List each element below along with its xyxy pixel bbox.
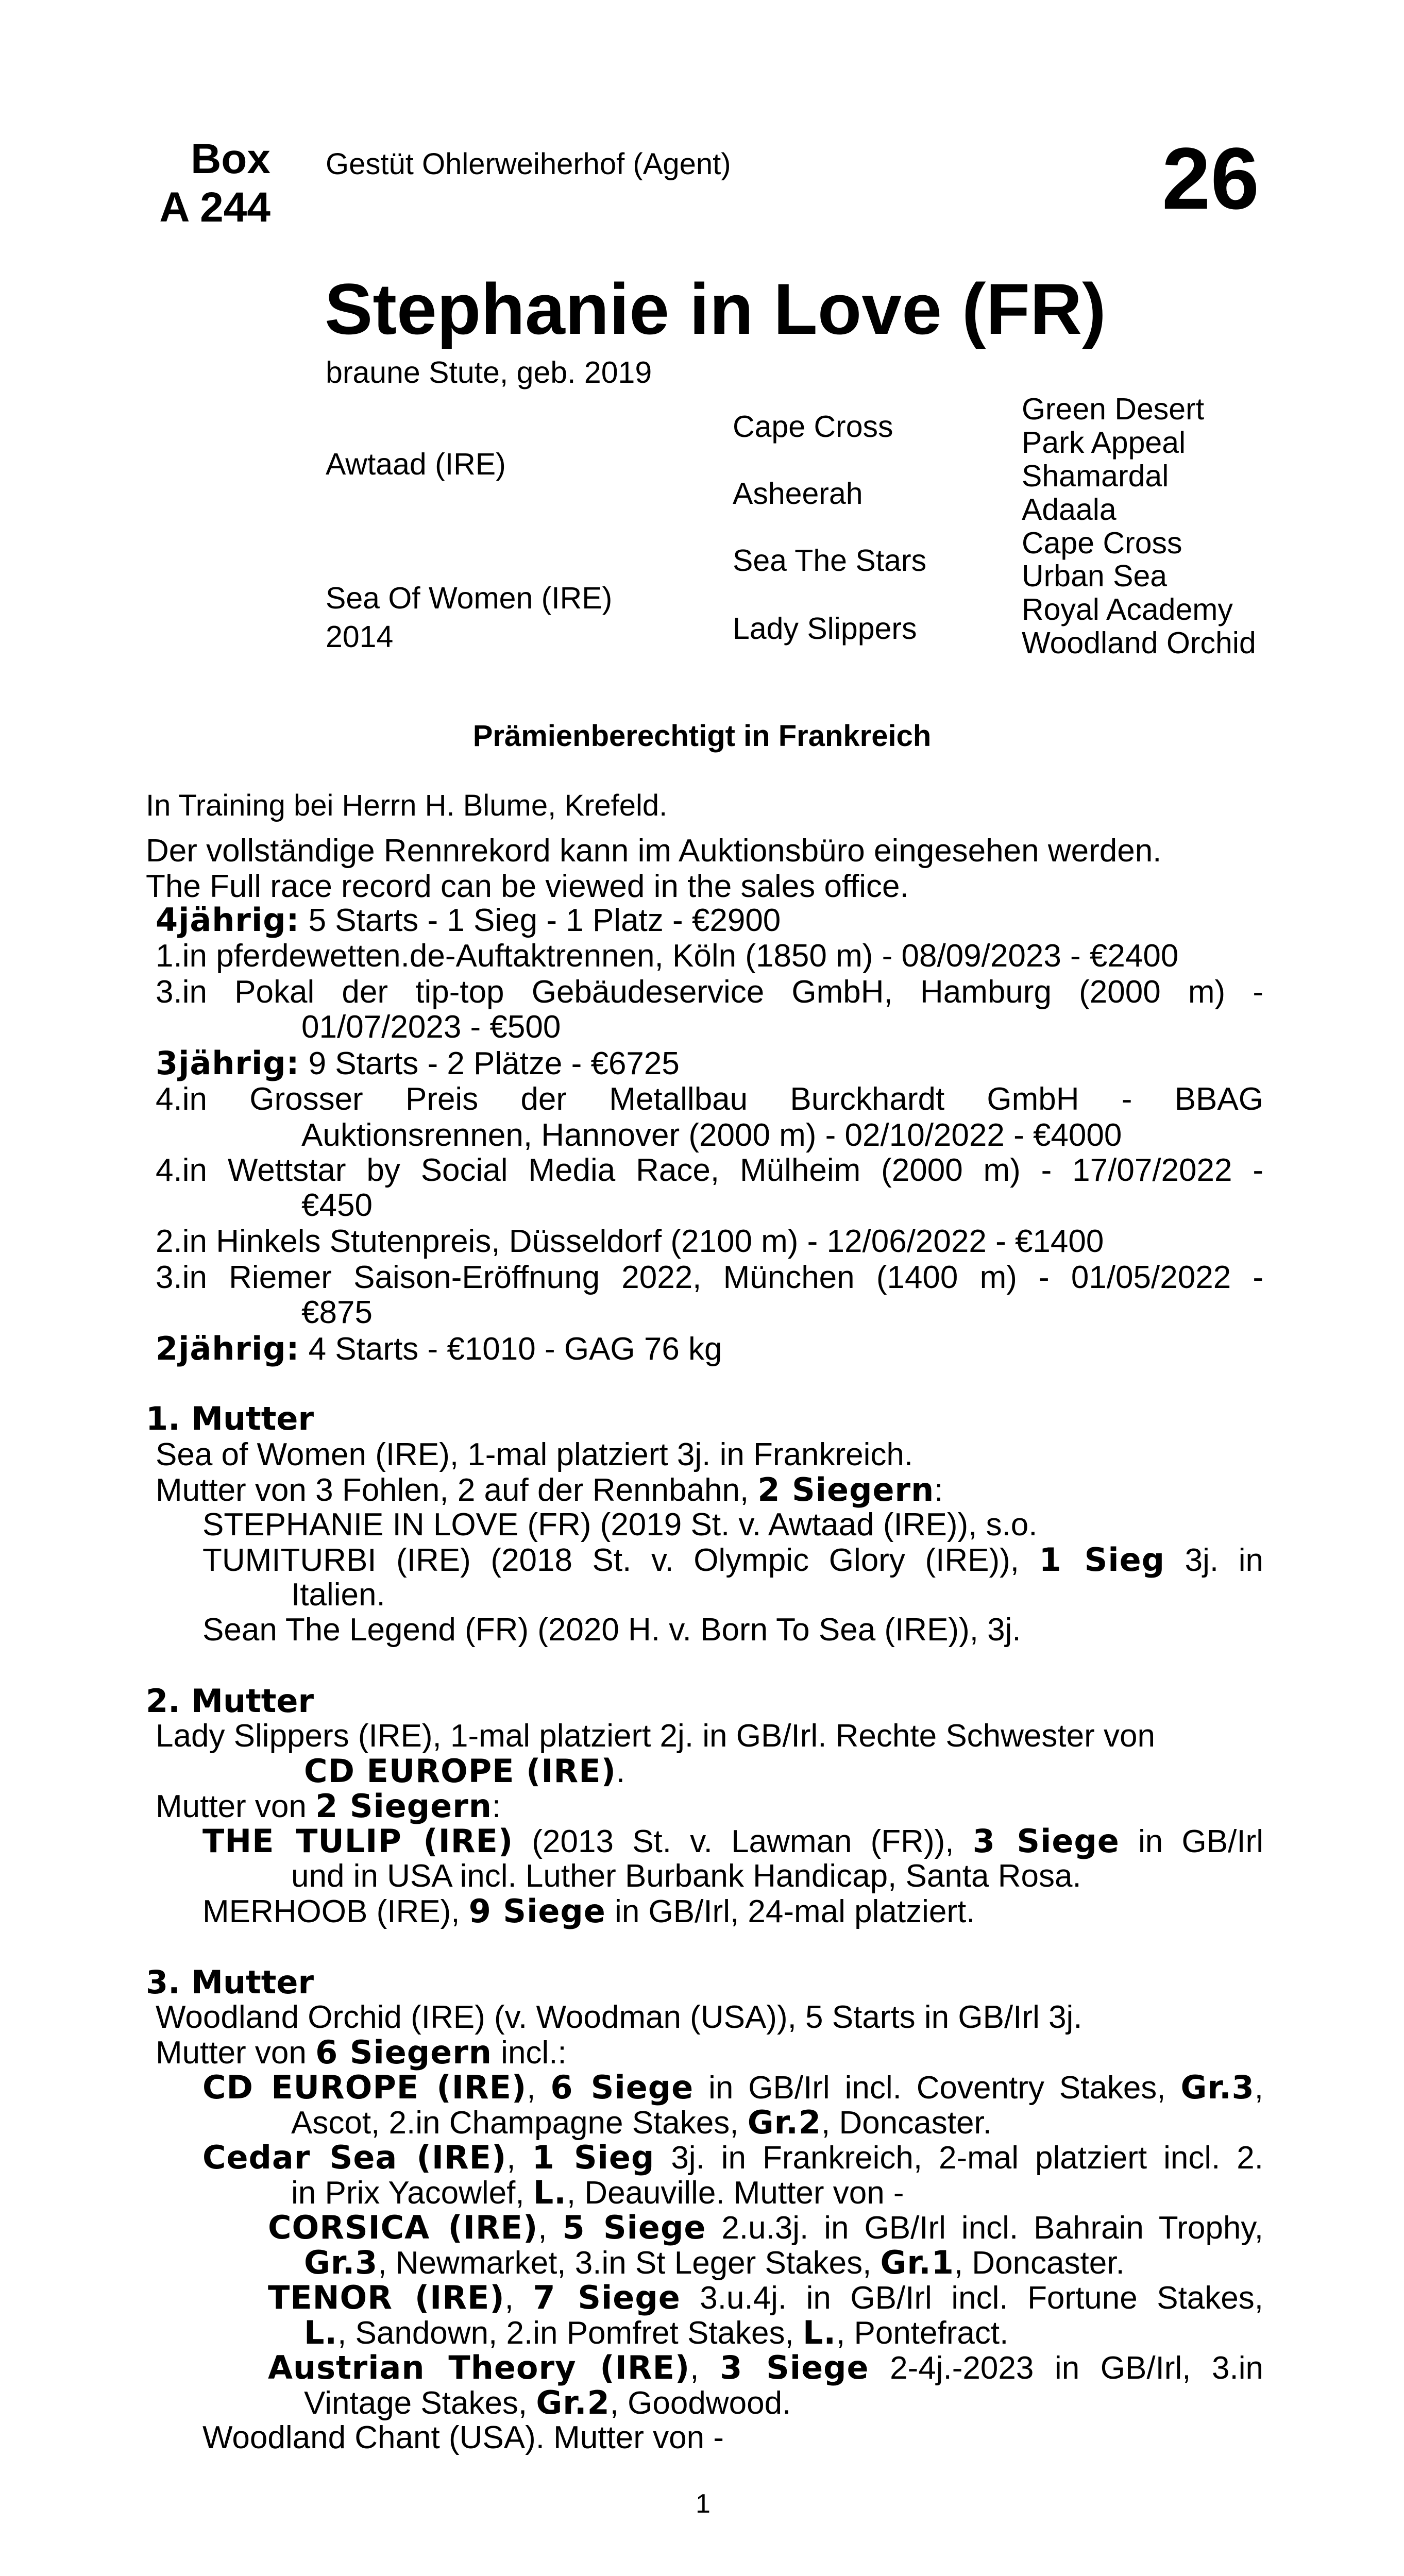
age3-summary: 3jährig: 9 Starts - 2 Plätze - €6725 — [156, 1044, 680, 1082]
age3-race-2: 4.in Wettstar by Social Media Race, Mülheim (2000 m) - 17/07/2022 - — [156, 1153, 1263, 1188]
dam2-line-1-cont: CD EUROPE (IRE). — [304, 1752, 625, 1790]
dam2-line-1: Lady Slippers (IRE), 1-mal platziert 2j. in GB/Irl. Rechte Schwester von — [156, 1718, 1155, 1754]
age4-race-1: 1.in pferdewetten.de-Auftaktrennen, Köln (1850 m) - 08/09/2023 - €2400 — [156, 938, 1179, 974]
dam2-produce-1: THE TULIP (IRE) (2013 St. v. Lawman (FR)), 3 Siege in GB/Irl — [202, 1822, 1263, 1860]
pedigree-gen3-8: Woodland Orchid — [1022, 626, 1256, 660]
dam3-produce-2: Cedar Sea (IRE), 1 Sieg 3j. in Frankreich, 2-mal platziert incl. 2. — [202, 2139, 1264, 2176]
dam3-grandproduce-2-cont: L., Sandown, 2.in Pomfret Stakes, L., Pontefract. — [304, 2314, 1009, 2351]
pedigree-gen2-2: Asheerah — [733, 477, 863, 511]
record-note-en: The Full race record can be viewed in the sales office. — [146, 869, 909, 904]
page-number: 1 — [696, 2489, 711, 2519]
dam1-produce-1: STEPHANIE IN LOVE (FR) (2019 St. v. Awtaad (IRE)), s.o. — [202, 1507, 1038, 1543]
pedigree-gen3-2: Park Appeal — [1022, 425, 1186, 460]
dam3-grandproduce-1: CORSICA (IRE), 5 Siege 2.u.3j. in GB/Irl incl. Bahrain Trophy, — [268, 2209, 1263, 2246]
dam2-produce-1-cont: und in USA incl. Luther Burbank Handicap, Santa Rosa. — [291, 1858, 1081, 1894]
box-word: Box — [191, 135, 270, 182]
pedigree-gen3-1: Green Desert — [1022, 392, 1205, 426]
age4-label: 4jährig: — [156, 901, 300, 939]
dam2-line-2: Mutter von 2 Siegern: — [156, 1787, 501, 1825]
sire: Awtaad (IRE) — [326, 447, 506, 481]
pedigree-gen3-7: Royal Academy — [1022, 592, 1233, 627]
pedigree-gen3-3: Shamardal — [1022, 459, 1169, 493]
age2-summary: 2jährig: 4 Starts - €1010 - GAG 76 kg — [156, 1330, 722, 1367]
dam1-line-1: Sea of Women (IRE), 1-mal platziert 3j. in Frankreich. — [156, 1437, 914, 1472]
age2-label: 2jährig: — [156, 1330, 300, 1367]
dam2-heading: 2. Mutter — [146, 1682, 314, 1720]
dam3-grandproduce-1-cont: Gr.3, Newmarket, 3.in St Leger Stakes, Gr.1, Doncaster. — [304, 2244, 1125, 2281]
dam1-produce-2: TUMITURBI (IRE) (2018 St. v. Olympic Glory (IRE)), 1 Sieg 3j. in — [202, 1541, 1263, 1579]
pedigree-gen3-list — [1022, 393, 1256, 660]
premium-note: Prämienberechtigt in Frankreich — [472, 719, 932, 753]
dam3-grandproduce-3: Austrian Theory (IRE), 3 Siege 2-4j.-2023 in GB/Irl, 3.in — [268, 2349, 1263, 2386]
pedigree-gen2-4: Lady Slippers — [733, 612, 917, 646]
dam: Sea Of Women (IRE) — [326, 581, 613, 615]
dam3-grandproduce-2: TENOR (IRE), 7 Siege 3.u.4j. in GB/Irl incl. Fortune Stakes, — [268, 2279, 1263, 2316]
horse-description: braune Stute, geb. 2019 — [326, 355, 652, 389]
dam3-heading: 3. Mutter — [146, 1963, 314, 2001]
dam-year: 2014 — [326, 620, 394, 654]
dam3-produce-2-cont: in Prix Yacowlef, L., Deauville. Mutter von - — [291, 2174, 904, 2211]
training-note: In Training bei Herrn H. Blume, Krefeld. — [146, 789, 668, 822]
dam1-produce-2-cont: Italien. — [291, 1577, 385, 1613]
pedigree-gen2-3: Sea The Stars — [733, 544, 927, 578]
age3-race-4: 3.in Riemer Saison-Eröffnung 2022, München (1400 m) - 01/05/2022 - — [156, 1260, 1263, 1295]
box-label — [129, 135, 270, 232]
age3-race-1: 4.in Grosser Preis der Metallbau Burckhardt GmbH - BBAG — [156, 1081, 1263, 1117]
dam3-grandproduce-3-cont: Vintage Stakes, Gr.2, Goodwood. — [304, 2384, 791, 2421]
consignor: Gestüt Ohlerweiherhof (Agent) — [326, 147, 731, 181]
dam3-produce-3: Woodland Chant (USA). Mutter von - — [202, 2420, 724, 2455]
record-note-de: Der vollständige Rennrekord kann im Auktionsbüro eingesehen werden. — [146, 833, 1162, 869]
pedigree-gen3-5: Cape Cross — [1022, 526, 1182, 560]
dam3-produce-1: CD EUROPE (IRE), 6 Siege in GB/Irl incl. Coventry Stakes, Gr.3, — [202, 2069, 1263, 2106]
dam1-heading: 1. Mutter — [146, 1400, 314, 1437]
age3-label: 3jährig: — [156, 1044, 300, 1082]
dam3-line-2: Mutter von 6 Siegern incl.: — [156, 2033, 567, 2071]
dam3-produce-1-cont: Ascot, 2.in Champagne Stakes, Gr.2, Doncaster. — [291, 2104, 992, 2141]
dam2-produce-2: MERHOOB (IRE), 9 Siege in GB/Irl, 24-mal platziert. — [202, 1892, 975, 1930]
age3-race-1-cont: Auktionsrennen, Hannover (2000 m) - 02/10/2022 - €4000 — [301, 1117, 1122, 1153]
dam3-line-1: Woodland Orchid (IRE) (v. Woodman (USA)), 5 Starts in GB/Irl 3j. — [156, 1999, 1082, 2035]
age4-race-2: 3.in Pokal der tip-top Gebäudeservice GmbH, Hamburg (2000 m) - — [156, 974, 1263, 1010]
age3-race-2-cont: €450 — [301, 1188, 373, 1223]
dam1-line-2: Mutter von 3 Fohlen, 2 auf der Rennbahn, 2 Siegern: — [156, 1471, 943, 1509]
age3-race-4-cont: €875 — [301, 1295, 373, 1330]
age4-summary: 4jährig: 5 Starts - 1 Sieg - 1 Platz - €2900 — [156, 901, 781, 939]
age4-race-2-cont: 01/07/2023 - €500 — [301, 1009, 561, 1045]
pedigree-gen2-1: Cape Cross — [733, 410, 893, 444]
lot-number: 26 — [1162, 130, 1260, 228]
dam1-produce-3: Sean The Legend (FR) (2020 H. v. Born To Sea (IRE)), 3j. — [202, 1612, 1021, 1648]
pedigree-gen3-6: Urban Sea — [1022, 559, 1168, 594]
pedigree-gen3-4: Adaala — [1022, 492, 1117, 527]
age3-race-3: 2.in Hinkels Stutenpreis, Düsseldorf (2100 m) - 12/06/2022 - €1400 — [156, 1224, 1104, 1259]
box-number: A 244 — [159, 184, 270, 231]
horse-name: Stephanie in Love (FR) — [325, 268, 1106, 349]
